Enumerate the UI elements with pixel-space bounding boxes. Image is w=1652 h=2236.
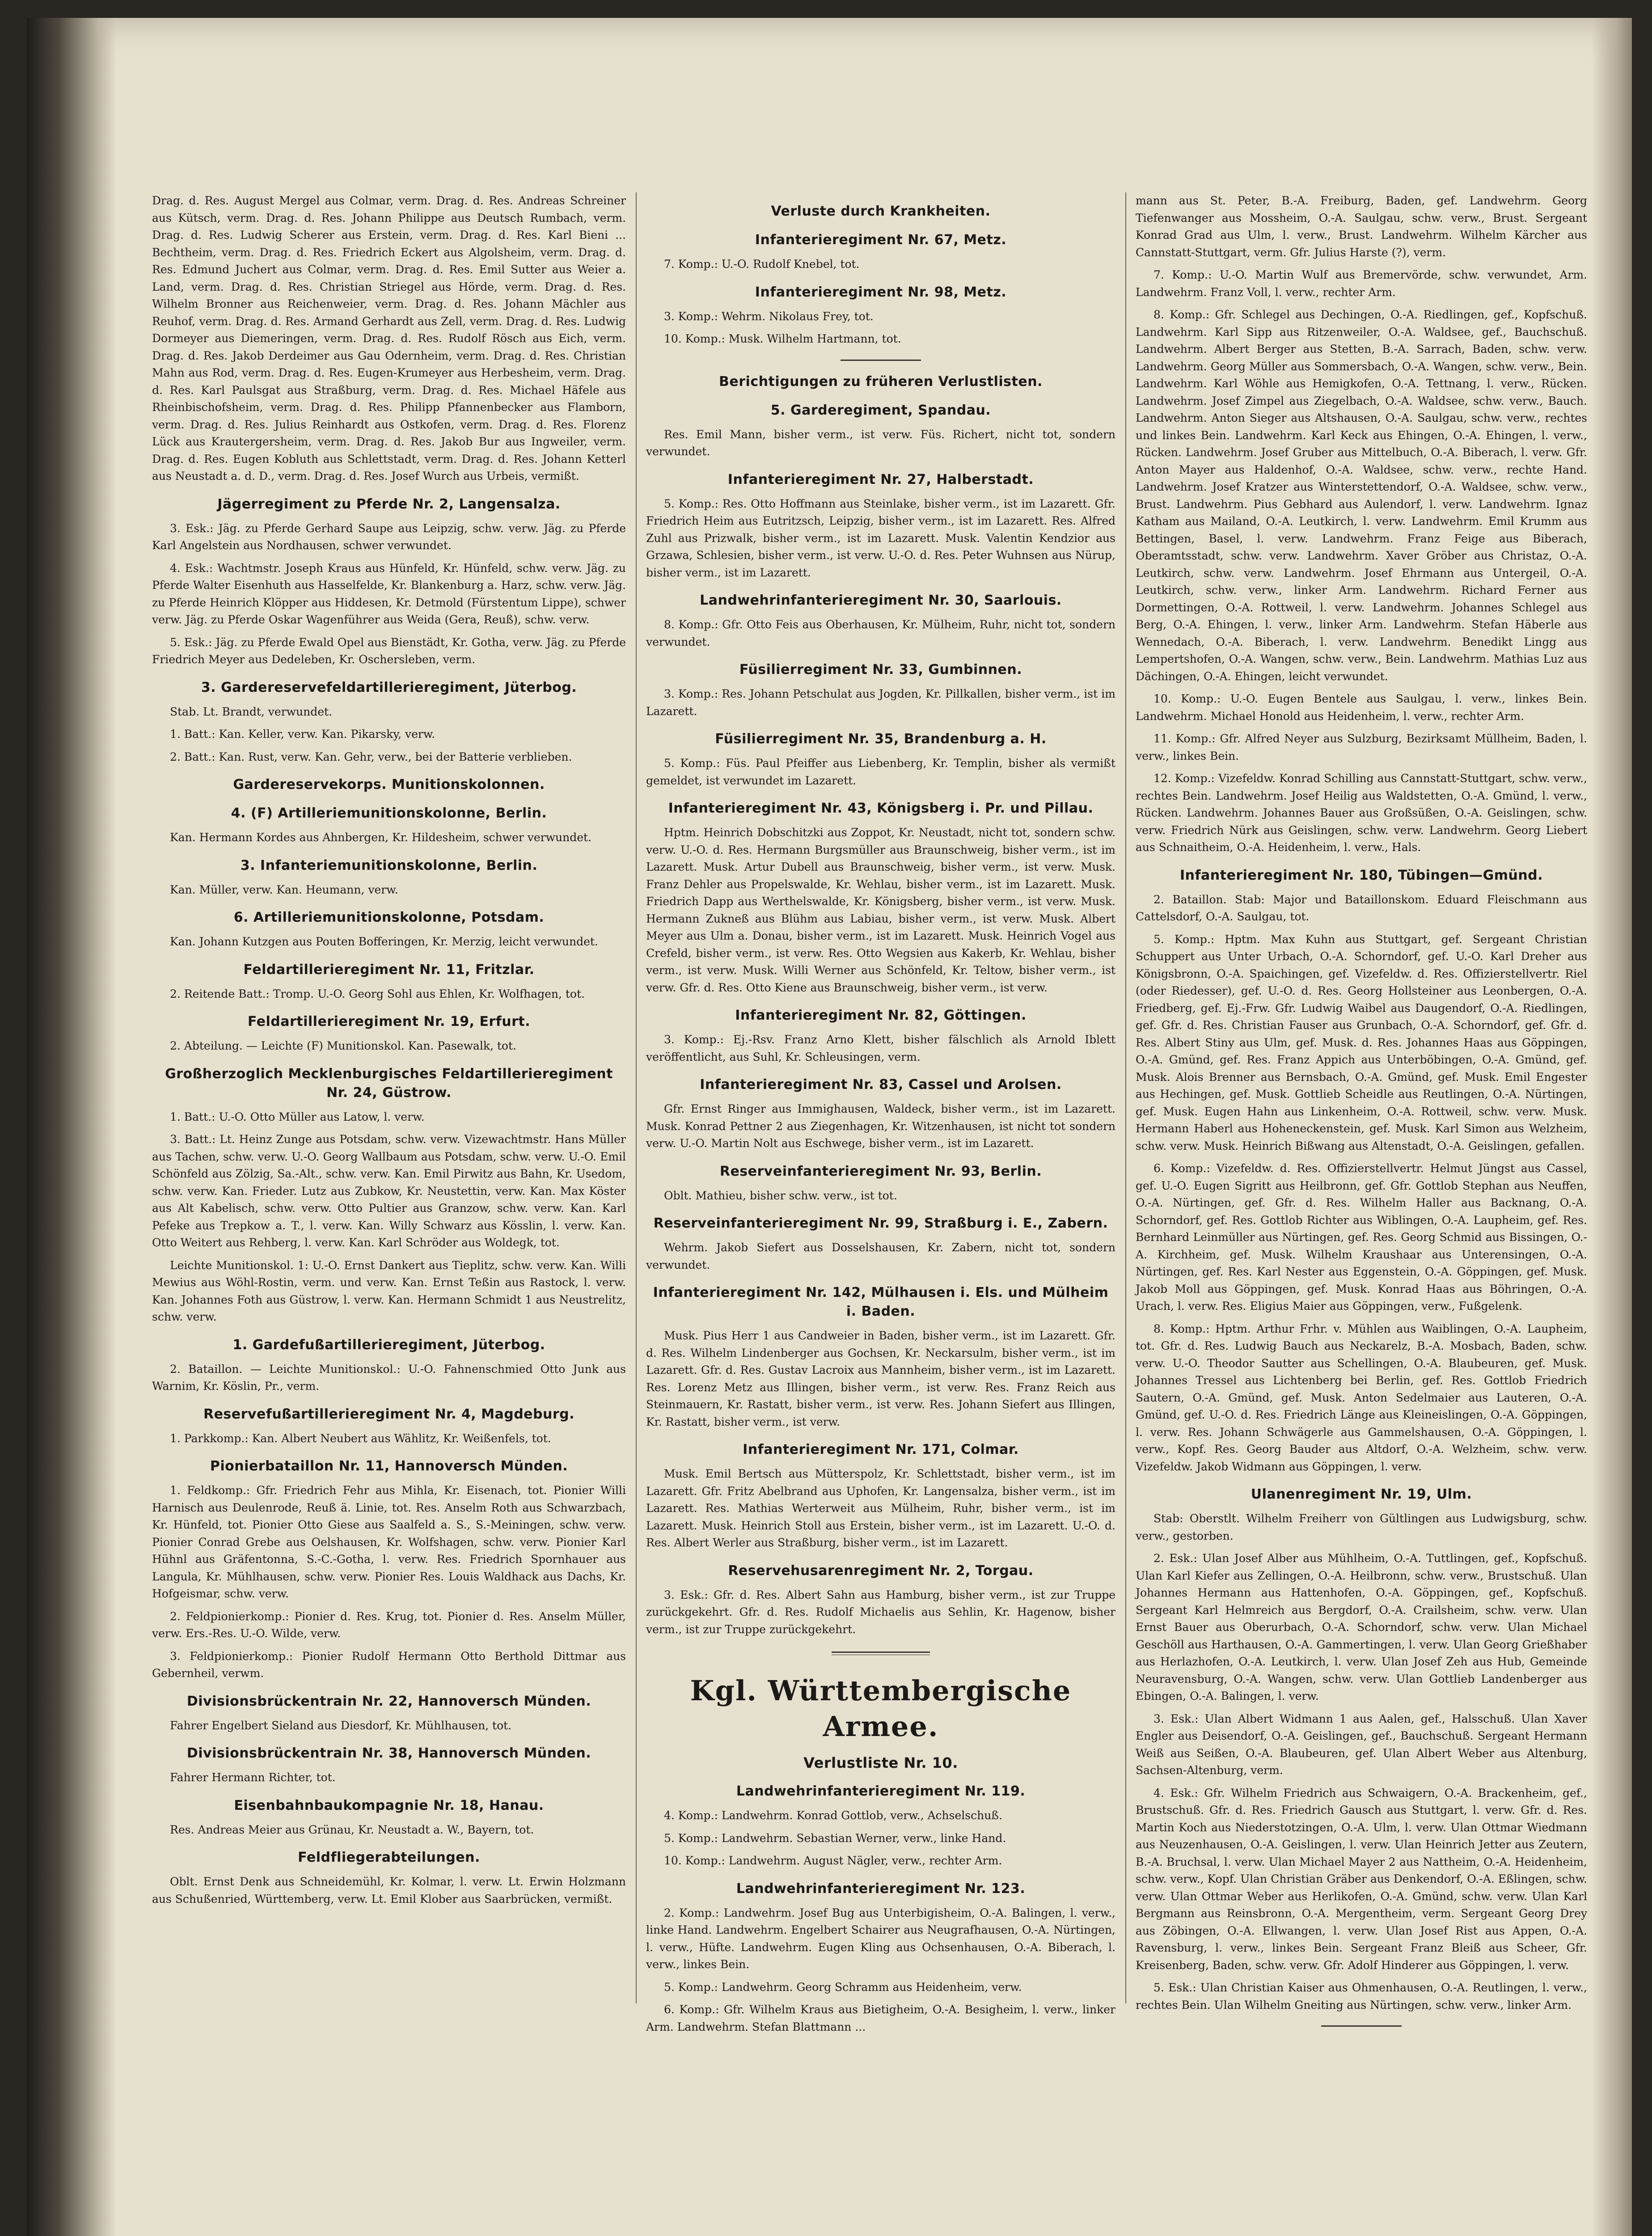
entry-paragraph: Kan. Hermann Kordes aus Ahnbergen, Kr. Hildesheim, schwer verwundet. <box>170 831 592 844</box>
intro-paragraph: Drag. d. Res. August Mergel aus Colmar, verm. Drag. d. Res. Andreas Schreiner aus Kütsch, verm. Drag. d. Res. Johann Philippe aus Deutsch Rumbach, verm. Drag. d. Res. Ludwig Scherer aus Erstein, verm. Drag. d. Res. Karl Bieni ... Bechtheim, verm. Drag. d. Res. Friedrich Eckert aus Algolsheim, verm. Drag. d. Res. Edmund Juchert aus Colmar, verm. Drag. d. Res. Emil Sutter aus Weier a. Land, verm. Drag. d. Res. Christian Striegel aus Hörde, verm. Drag. d. Res. Wilhelm Bronner aus Reichenweier, verm. Drag. d. Res. Johann Mächler aus Reuhof, verm. Drag. d. Res. Armand Gerhardt aus Zell, verm. Drag. d. Res. Ludwig Dormeyer aus Diemeringen, verm. Drag. d. Res. Rudolf Rösch aus Eich, verm. Drag. d. Res. Jakob Derdeimer aus Gau Odernheim, verm. Drag. d. Res. Christian Mahn aus Rod, verm. Drag. d. Res. Eugen-Krumeyer aus Herbesheim, verm. Drag. d. Res. Karl Paulsgat aus Straßburg, verm. Drag. d. Res. Michael Häfele aus Rheinbischofsheim, verm. Drag. d. Res. Philipp Pfannenbecker aus Flamborn, verm. Drag. d. Res. Julius Reinhardt aus Ostkofen, verm. Drag. d. Res. Florenz Lück aus Krautergersheim, verm. Drag. d. Res. Jakob Bur aus Ingweiler, verm. Drag. d. Res. Eugen Kobluth aus Schlettstadt, verm. Drag. d. Res. Johann Ketterl aus Neustadt a. d. D., verm. Drag. d. Res. Josef Wurch aus Urbeis, vermißt. <box>152 194 626 483</box>
section-heading: Infanterieregiment Nr. 82, Göttingen. <box>735 1008 1027 1023</box>
entry-paragraph: 10. Komp.: U.-O. Eugen Bentele aus Saulgau, l. verw., linkes Bein. Landwehrm. Michael Honold aus Heidenheim, l. verw., rechter Arm. <box>1136 692 1587 723</box>
entry-paragraph: 3. Batt.: Lt. Heinz Zunge aus Potsdam, schw. verw. Vizewachtmstr. Hans Müller aus Tachen, schw. verw. U.-O. Georg Wallbaum aus Potsdam, schw. verw. U.-O. Emil Schönfeld aus Zölzig, Sa.-Alt., schw. verw. Kan. Emil Pirwitz aus Bahn, Kr. Usedom, schw. verw. Kan. Frieder. Lutz aus Zubkow, Kr. Neustettin, verw. Kan. Max Köster aus Alt Kabelisch, schw. verw. Otto Pultier aus Granzow, schw. verw. Kan. Karl Pefeke aus Trepkow a. T., l. verw. Kan. Willy Schwarz aus Kösslin, l. verw. Kan. Otto Weitert aus Rehberg, l. verw. Kan. Karl Schröder aus Woldegk, tot. <box>152 1133 626 1249</box>
entry-paragraph: 2. Bataillon. — Leichte Munitionskol.: U.-O. Fahnenschmied Otto Junk aus Warnim, Kr. Köslin, Pr., verm. <box>152 1362 626 1393</box>
column-divider <box>1125 192 1126 2003</box>
entry-paragraph: 6. Komp.: Vizefeldw. d. Res. Offizierstellvertr. Helmut Jüngst aus Cassel, gef. U.-O. Eugen Sigritt aus Heilbronn, gef. Gfr. Gottlob Stephan aus Neuffen, O.-A. Nürtingen, gef. Gfr. d. Res. Wilhelm Haller aus Backnang, O.-A. Schorndorf, gef. Res. Gottlob Richter aus Wiblingen, O.-A. Laupheim, gef. Res. Bernhard Leinmüller aus Nürtingen, gef. Res. Georg Schmid aus Bissingen, O.-A. Kirchheim, gef. Musk. Wilhelm Kraushaar aus Unterensingen, O.-A. Nürtingen, gef. Res. Karl Nester aus Eggenstein, O.-A. Göppingen, gef. Musk. Jakob Moll aus Göppingen, gef. Musk. Konrad Haas aus Böhringen, O.-A. Urach, l. verw. Res. Eligius Maier aus Göppingen, verw., Fußgelenk. <box>1136 1162 1587 1313</box>
entry-paragraph: 2. Esk.: Ulan Josef Alber aus Mühlheim, O.-A. Tuttlingen, gef., Kopfschuß. Ulan Karl Kiefer aus Zellingen, O.-A. Heilbronn, schw. verw., Brustschuß. Ulan Johannes Hermann aus Hattenhofen, O.-A. Göppingen, gef., Kopfschuß. Sergeant Karl Helmreich aus Bergdorf, O.-A. Crailsheim, schw. verw. Ulan Ernst Bauer aus Oberurbach, O.-A. Schorndorf, schw. verw. Ulan Michael Geschöll aus Harthausen, O.-A. Gammertingen, l. verw. Ulan Georg Grießhaber aus Herlazhofen, O.-A. Leutkirch, l. verw. Ulan Josef Zeh aus Hub, Gemeinde Neuravensburg, O.-A. Wangen, schw. verw. Ulan Gottlieb Landenberger aus Ebingen, O.-A. Balingen, l. verw. <box>1136 1552 1587 1702</box>
entry-paragraph: Musk. Pius Herr 1 aus Candweier in Baden, bisher verm., ist im Lazarett. Gfr. d. Res. Wilhelm Lindenberger aus Gochsen, Kr. Neckarsulm, bisher verm., ist im Lazarett. Gfr. d. Res. Gustav Lacroix aus Mannheim, bisher verm., ist im Lazarett. Res. Lorenz Metz aus Illingen, bisher verm., ist verw. Res. Franz Reich aus Steinmauern, Kr. Rastatt, bisher verm., ist verw. Res. Johann Siefert aus Illingen, Kr. Rastatt, bisher verm., ist verw. <box>646 1329 1115 1428</box>
entry-paragraph: Hptm. Heinrich Dobschitzki aus Zoppot, Kr. Neustadt, nicht tot, sondern schw. verw. U.-O. d. Res. Hermann Burgsmüller aus Braunschweig, bisher verm., ist im Lazarett. Musk. Artur Dubell aus Braunschweig, bisher verm., ist verw. Musk. Franz Dehler aus Propelswalde, Kr. Wehlau, bisher verm., ist im Lazarett. Musk. Friedrich Dapp aus Werthelswalde, Kr. Königsberg, bisher verm., ist verw. Musk. Hermann Zukneß aus Blühm aus Labiau, bisher verm., ist verw. Musk. Albert Meyer aus Ulm a. Donau, bisher verm., ist im Lazarett. Musk. Heinrich Vogel aus Crefeld, bisher verm., ist verw. Res. Otto Wegsien aus Kakerb, Kr. Wehlau, bisher verm., ist verw. Musk. Willi Werner aus Schönfeld, Kr. Teltow, bisher verm., ist verw. Gfr. d. Res. Otto Kiene aus Braunschweig, bisher verm., ist verw. <box>646 826 1115 994</box>
section-heading: Eisenbahnbaukompagnie Nr. 18, Hanau. <box>234 1797 544 1813</box>
divider-rule <box>841 360 921 361</box>
section-heading: Divisionsbrückentrain Nr. 22, Hannoversch Münden. <box>186 1693 592 1709</box>
entry-paragraph: 5. Komp.: Füs. Paul Pfeiffer aus Liebenberg, Kr. Templin, bisher als vermißt gemeldet, ist verwundet im Lazarett. <box>646 757 1115 787</box>
entry-paragraph: 5. Esk.: Jäg. zu Pferde Ewald Opel aus Bienstädt, Kr. Gotha, verw. Jäg. zu Pferde Friedrich Meyer aus Dedeleben, Kr. Oschersleben, verm. <box>152 635 626 666</box>
entry-paragraph: 5. Esk.: Ulan Christian Kaiser aus Ohmenhausen, O.-A. Reutlingen, l. verw., rechtes Bein. Ulan Wilhelm Gneiting aus Nürtingen, schw. verw., linker Arm. <box>1136 1981 1587 2012</box>
section-heading: Landwehrinfanterieregiment Nr. 119. <box>736 1783 1026 1799</box>
section-heading: Infanterieregiment Nr. 98, Metz. <box>755 284 1007 300</box>
section-list <box>646 1782 1115 2036</box>
entry-paragraph: 3. Esk.: Ulan Albert Widmann 1 aus Aalen, gef., Halsschuß. Ulan Xaver Engler aus Deisendorf, O.-A. Geislingen, gef., Bauchschuß. Sergeant Hermann Weiß aus Seißen, O.-A. Blaubeuren, gef. Ulan Albert Weber aus Altenburg, Sachsen-Altenburg, verm. <box>1136 1712 1587 1777</box>
section-heading: Infanterieregiment Nr. 180, Tübingen—Gmünd. <box>1179 867 1543 883</box>
entry-paragraph: 5. Komp.: Landwehrm. Sebastian Werner, verw., linke Hand. <box>664 1831 1006 1845</box>
section-heading: Landwehrinfanterieregiment Nr. 123. <box>736 1880 1026 1897</box>
section-heading: 6. Artilleriemunitionskolonne, Potsdam. <box>233 910 545 925</box>
entry-paragraph: 5. Komp.: Res. Otto Hoffmann aus Steinlake, bisher verm., ist im Lazarett. Gfr. Friedrich Heim aus Eutritzsch, Leipzig, bisher verm., ist im Lazarett. Res. Alfred Zuhl aus Prizwalk, bisher verm., ist im Lazarett. Musk. Valentin Kendzior aus Grzawa, Schlesien, bisher verm., ist verw. U.-O. d. Res. Peter Wuhnsen aus Nürup, bisher verm., ist im Lazarett. <box>646 497 1115 579</box>
entry-paragraph: Wehrm. Jakob Siefert aus Dosselshausen, Kr. Zabern, nicht tot, sondern verwundet. <box>646 1241 1115 1271</box>
entry-paragraph: 5. Komp.: Hptm. Max Kuhn aus Stuttgart, gef. Sergeant Christian Schuppert aus Unter Urbach, O.-A. Schorndorf, gef. U.-O. Karl Dreher aus Königsbronn, O.-A. Spaichingen, gef. Vizefeldw. d. Res. Offizierstellvertr. Riel (oder Riedesser), gef. U.-O. d. Res. Georg Hollsteiner aus Leonbergen, O.-A. Friedberg, gef. Ej.-Frw. Gfr. Ludwig Waibel aus Daugendorf, O.-A. Riedlingen, gef. Gfr. d. Res. Christian Fauser aus Grunbach, O.-A. Schorndorf, gef. Gfr. d. Res. Albert Stiny aus Ulm, gef. Musk. d. Res. Johannes Haas aus Göppingen, O.-A. Gmünd, gef. Res. Franz Appich aus Unterböbingen, O.-A. Gmünd, gef. Musk. Alois Brenner aus Bernsbach, O.-A. Gmünd, gef. Musk. Emil Engester aus Hechingen, gef. Musk. Gottlieb Scheidle aus Reutlingen, O.-A. Nürtingen, gef. Musk. Eugen Hahn aus Linkenheim, O.-A. Rottweil, schw. verw. Musk. Hermann Haberl aus Hoheneckenstein, gef. Musk. Karl Simon aus Welzheim, schw. verw. Musk. Heinrich Bißwang aus Altenstadt, O.-A. Geislingen, gefallen. <box>1136 932 1587 1152</box>
section-heading: Feldfliegerabteilungen. <box>298 1850 480 1865</box>
entry-paragraph: Stab: Oberstlt. Wilhelm Freiherr von Gültlingen aus Ludwigsburg, schw. verw., gestorben. <box>1136 1512 1587 1542</box>
entry-paragraph: 10. Komp.: Landwehrm. August Nägler, verw., rechter Arm. <box>664 1854 1002 1867</box>
section-heading: Infanterieregiment Nr. 27, Halberstadt. <box>727 471 1034 487</box>
section-heading: Reservehusarenregiment Nr. 2, Torgau. <box>728 1563 1034 1579</box>
paragraph-list <box>1136 267 1587 856</box>
entry-paragraph: 7. Komp.: U.-O. Rudolf Knebel, tot. <box>664 258 860 271</box>
entry-paragraph: 1. Parkkomp.: Kan. Albert Neubert aus Wählitz, Kr. Weißenfels, tot. <box>170 1431 551 1445</box>
section-heading: Berichtigungen zu früheren Verlustlisten. <box>719 373 1043 390</box>
entry-paragraph: Leichte Munitionskol. 1: U.-O. Ernst Dankert aus Tieplitz, schw. verw. Kan. Willi Mewius aus Wöhl-Rostin, verm. und verw. Kan. Ernst Teßin aus Rastock, l. verw. Kan. Johannes Foth aus Güstrow, l. verw. Kan. Hermann Schmidt 1 aus Neustrelitz, schw. verw. <box>152 1258 626 1323</box>
section-heading: Jägerregiment zu Pferde Nr. 2, Langensalza. <box>217 496 561 512</box>
entry-paragraph: Res. Andreas Meier aus Grünau, Kr. Neustadt a. W., Bayern, tot. <box>170 1823 534 1836</box>
section-heading: Infanterieregiment Nr. 171, Colmar. <box>743 1442 1019 1457</box>
section-heading: Infanterieregiment Nr. 142, Mülhausen i. Els. und Mülheim i. Baden. <box>653 1285 1109 1319</box>
entry-paragraph: 4. Esk.: Gfr. Wilhelm Friedrich aus Schwaigern, O.-A. Brackenheim, gef., Brustschuß. Gfr. d. Res. Friedrich Gausch aus Stuttgart, l. verw. Gfr. d. Res. Martin Koch aus Niederstotzingen, O.-A. Ulm, l. verw. Ulan Ottmar Wiedmann aus Neuzenhausen, O.-A. Geislingen, l. verw. Ulan Heinrich Jetter aus Zeutern, B.-A. Bruchsal, l. verw. Ulan Michael Mayer 2 aus Nattheim, O.-A. Heidenheim, schw. verw., Kopf. Ulan Christian Gräber aus Denkendorf, O.-A. Eßlingen, schw. verw. Ulan Ottmar Weber aus Herlikofen, O.-A. Gmünd, schw. verw. Ulan Karl Bergmann aus Reinsbronn, O.-A. Mergentheim, verm. Sergeant Georg Drey aus Zöbingen, O.-A. Ellwangen, l. verw. Ulan Josef Rist aus Appen, O.-A. Ravensburg, l. verw., linkes Bein. Sergeant Franz Bleiß aus Scheer, Gfr. Kreisenberg, Baden, schw. verw. Gfr. Adolf Hinderer aus Göppingen, l. verw. <box>1136 1786 1587 1972</box>
entry-paragraph: Musk. Emil Bertsch aus Mütterspolz, Kr. Schlettstadt, bisher verm., ist im Lazarett. Gfr. Fritz Abelbrand aus Uphofen, Kr. Langensalza, bisher verm., ist im Lazarett. Res. Mathias Werterweit aus Mülheim, Ruhr, bisher verm., ist im Lazarett. Musk. Heinrich Stoll aus Erstein, bisher verm., ist im Lazarett. U.-O. d. Res. Albert Werler aus Straßburg, bisher verm., ist im Lazarett. <box>646 1467 1115 1549</box>
section-heading: 3. Infanteriemunitionskolonne, Berlin. <box>240 857 538 873</box>
section-list <box>1136 866 1587 2014</box>
section-heading: 5. Garderegiment, Spandau. <box>770 402 991 418</box>
section-heading: Verluste durch Krankheiten. <box>771 203 991 219</box>
entry-paragraph: Kan. Johann Kutzgen aus Pouten Bofferingen, Kr. Merzig, leicht verwundet. <box>170 935 598 948</box>
entry-paragraph: 2. Komp.: Landwehrm. Josef Bug aus Unterbigisheim, O.-A. Balingen, l. verw., linke Hand. Landwehrm. Engelbert Schairer aus Neugrafhausen, O.-A. Nürtingen, l. verw., Hüfte. Landwehrm. Eugen Kling aus Ochsenhausen, O.-A. Biberach, l. verw., linkes Bein. <box>646 1906 1115 1971</box>
entry-paragraph: 2. Bataillon. Stab: Major und Bataillonskom. Eduard Fleischmann aus Cattelsdorf, O.-A. Saulgau, tot. <box>1136 893 1587 923</box>
column-right <box>1136 192 1587 2012</box>
entry-paragraph: 1. Batt.: U.-O. Otto Müller aus Latow, l. verw. <box>170 1110 425 1123</box>
section-heading: Füsilierregiment Nr. 33, Gumbinnen. <box>739 662 1022 678</box>
entry-paragraph: 8. Komp.: Gfr. Otto Feis aus Oberhausen, Kr. Mülheim, Ruhr, nicht tot, sondern verwundet. <box>646 618 1115 648</box>
entry-paragraph: 12. Komp.: Vizefeldw. Konrad Schilling aus Cannstatt-Stuttgart, schw. verw., rechtes Bein. Landwehrm. Josef Heilig aus Waldstetten, O.-A. Gmünd, l. verw., Rücken. Landwehrm. Johannes Bauer aus Großsüßen, O.-A. Geislingen, schw. verw. Friedrich Nürk aus Geislingen, schw. verw. Landwehrm. Georg Liebert aus Schnaitheim, O.-A. Heidenheim, l. verw., Hals. <box>1136 772 1587 854</box>
entry-paragraph: 3. Komp.: Wehrm. Nikolaus Frey, tot. <box>664 309 874 323</box>
section-heading: Infanterieregiment Nr. 67, Metz. <box>755 232 1007 248</box>
section-heading: 1. Gardefußartillerieregiment, Jüterbog. <box>232 1337 545 1353</box>
section-heading: Füsilierregiment Nr. 35, Brandenburg a. H. <box>715 731 1047 747</box>
entry-paragraph: Stab. Lt. Brandt, verwundet. <box>170 705 333 718</box>
column-divider <box>636 192 637 2003</box>
section-heading: Pionierbataillon Nr. 11, Hannoversch Münden. <box>210 1458 568 1474</box>
entry-paragraph: 8. Komp.: Gfr. Schlegel aus Dechingen, O.-A. Riedlingen, gef., Kopfschuß. Landwehrm. Karl Sipp aus Ritzenweiler, O.-A. Waldsee, gef., Bauchschuß. Landwehrm. Albert Berger aus Stetten, B.-A. Sarrach, Baden, schw. verw. Landwehrm. Georg Müller aus Sommersbach, O.-A. Wangen, schw. verw., Bein. Landwehrm. Karl Wöhle aus Hemigkofen, O.-A. Tettnang, l. verw., Rücken. Landwehrm. Josef Zimpel aus Ziegelbach, O.-A. Waldsee, schw. verw., Bauch. Landwehrm. Anton Sieger aus Altshausen, O.-A. Saulgau, schw. verw., rechtes und linkes Bein. Landwehrm. Karl Keck aus Ehingen, O.-A. Ehingen, l. verw., Rücken. Landwehrm. Josef Gruber aus Mittelbuch, O.-A. Biberach, l. verw. Gfr. Anton Mayer aus Haldenhof, O.-A. Waldsee, schw. verw., rechte Hand. Landwehrm. Josef Kratzer aus Winterstettendorf, O.-A. Waldsee, schw. verw., Brust. Landwehrm. Pius Gebhard aus Aulendorf, l. verw. Landwehrm. Ignaz Katham aus Mailand, O.-A. Leutkirch, l. verw. Landwehrm. Emil Krumm aus Bettingen, Basel, l. verw. Landwehrm. Franz Feige aus Biberach, Oberamtsstadt, schw. verw. Landwehrm. Xaver Gröber aus Christaz, O.-A. Leutkirch, schw. verw. Landwehrm. Josef Ehrmann aus Untergeil, O.-A. Leutkirch, schw. verw., linker Arm. Landwehrm. Richard Ferner aus Dormettingen, O.-A. Rottweil, l. verw. Landwehrm. Johannes Schlegel aus Berg, O.-A. Ehingen, l. verw., linker Arm. Landwehrm. Stefan Häberle aus Wennedach, O.-A. Biberach, l. verw. Landwehrm. Benedikt Lingg aus Lempertshofen, O.-A. Wangen, schw. verw., Bein. Landwehrm. Mathias Luz aus Dächingen, O.-A. Ehingen, leicht verwundet. <box>1136 308 1587 683</box>
section-heading: Divisionsbrückentrain Nr. 38, Hannoversch Münden. <box>186 1745 592 1761</box>
entry-paragraph: 2. Reitende Batt.: Tromp. U.-O. Georg Sohl aus Ehlen, Kr. Wolfhagen, tot. <box>170 987 585 1000</box>
entry-paragraph: 1. Feldkomp.: Gfr. Friedrich Fehr aus Mihla, Kr. Eisenach, tot. Pionier Willi Harnisch aus Deulenrode, Reuß ä. Linie, tot. Res. Anselm Roth aus Schwarzbach, Kr. Hünfeld, tot. Pionier Otto Giese aus Saalfeld a. S., S.-Meiningen, schw. verw. Pionier Conrad Grebe aus Oelshausen, Kr. Wolfshagen, schw. verw. Pionier Karl Hühnl aus Gräfentonna, S.-C.-Gotha, l. verw. Res. Friedrich Spornhauer aus Langula, Kr. Mühlhausen, schw. verw. Pionier Res. Louis Waldhack aus Dachs, Kr. Hofgeismar, schw. verw. <box>152 1484 626 1600</box>
entry-paragraph: 3. Feldpionierkomp.: Pionier Rudolf Hermann Otto Berthold Dittmar aus Gebernheil, verwm. <box>152 1649 626 1680</box>
section-list <box>646 202 1115 1638</box>
entry-paragraph: 2. Feldpionierkomp.: Pionier d. Res. Krug, tot. Pionier d. Res. Anselm Müller, verw. Ers.-Res. U.-O. Wilde, verw. <box>152 1609 626 1640</box>
entry-paragraph: 4. Esk.: Wachtmstr. Joseph Kraus aus Hünfeld, Kr. Hünfeld, schw. verw. Jäg. zu Pferde Walter Eisenhuth aus Hasselfelde, Kr. Blankenburg a. Harz, schw. verw. Jäg. zu Pferde Heinrich Klöpper aus Hiddesen, Kr. Detmold (Fürstentum Lippe), schwer verw. Jäg. zu Pferde Oskar Wagenführer aus Weida (Gera, Reuß), schw. verw. <box>152 561 626 626</box>
book-binding-shadow <box>27 18 116 2236</box>
section-heading: Großherzoglich Mecklenburgisches Feldartillerieregiment Nr. 24, Güstrow. <box>165 1066 613 1101</box>
divider-rule <box>832 1652 930 1655</box>
entry-paragraph: 1. Batt.: Kan. Keller, verw. Kan. Pikarsky, verw. <box>170 728 435 741</box>
entry-paragraph: 2. Abteilung. — Leichte (F) Munitionskol. Kan. Pasewalk, tot. <box>170 1039 516 1052</box>
section-heading: Infanterieregiment Nr. 83, Cassel und Arolsen. <box>700 1077 1062 1093</box>
page-edge-shadow <box>1592 18 1632 2236</box>
end-rule <box>1321 2025 1402 2027</box>
section-heading: 4. (F) Artilleriemunitionskolonne, Berlin. <box>231 805 547 821</box>
entry-paragraph: Oblt. Ernst Denk aus Schneidemühl, Kr. Kolmar, l. verw. Lt. Erwin Holzmann aus Schußenried, Württemberg, verw. Lt. Emil Klober aus Saarbrücken, vermißt. <box>152 1875 626 1906</box>
list-number-heading: Verlustliste Nr. 10. <box>803 1754 958 1771</box>
entry-paragraph: 3. Esk.: Jäg. zu Pferde Gerhard Saupe aus Leipzig, schw. verw. Jäg. zu Pferde Karl Angelstein aus Nordhausen, schwer verwundet. <box>152 521 626 552</box>
section-heading: Reserveinfanterieregiment Nr. 93, Berlin. <box>719 1163 1042 1179</box>
entry-paragraph: 4. Komp.: Landwehrm. Konrad Gottlob, verw., Achselschuß. <box>664 1809 1002 1822</box>
column-left <box>152 192 626 2003</box>
entry-paragraph: Gfr. Ernst Ringer aus Immighausen, Waldeck, bisher verm., ist im Lazarett. Musk. Konrad Pettner 2 aus Ziegenhagen, Kr. Witzenhausen, ist nicht tot sondern verw. U.-O. Martin Nolt aus Eschwege, bisher verm., ist im Lazarett. <box>646 1102 1115 1150</box>
entry-paragraph: 3. Komp.: Res. Johann Petschulat aus Jogden, Kr. Pillkallen, bisher verm., ist im Lazarett. <box>646 687 1115 718</box>
section-heading: Reservefußartillerieregiment Nr. 4, Magdeburg. <box>203 1406 575 1422</box>
section-heading: Feldartillerieregiment Nr. 19, Erfurt. <box>247 1014 531 1029</box>
entry-paragraph: 5. Komp.: Landwehrm. Georg Schramm aus Heidenheim, verw. <box>664 1980 1022 1994</box>
entry-paragraph: 2. Batt.: Kan. Rust, verw. Kan. Gehr, verw., bei der Batterie verblieben. <box>170 750 572 763</box>
entry-paragraph: Fahrer Engelbert Sieland aus Diesdorf, Kr. Mühlhausen, tot. <box>170 1719 512 1732</box>
section-heading: Reserveinfanterieregiment Nr. 99, Straßburg i. E., Zabern. <box>653 1215 1108 1231</box>
intro-paragraph: mann aus St. Peter, B.-A. Freiburg, Baden, gef. Landwehrm. Georg Tiefenwanger aus Mossheim, O.-A. Saulgau, schw. verw., Brust. Sergeant Konrad Grad aus Ulm, l. verw., Brust. Landwehrm. Wilhelm Kärcher aus Cannstatt-Stuttgart, verm. Gfr. Julius Harste (?), verm. <box>1136 194 1587 259</box>
section-heading: Gardereservekorps. Munitionskolonnen. <box>233 777 545 792</box>
entry-paragraph: Res. Emil Mann, bisher verm., ist verw. Füs. Richert, nicht tot, sondern verwundet. <box>646 428 1115 458</box>
section-heading: 3. Gardereservefeldartillerieregiment, Jüterbog. <box>201 679 577 695</box>
entry-paragraph: 10. Komp.: Musk. Wilhelm Hartmann, tot. <box>664 332 901 345</box>
army-heading: Kgl. Württembergische Armee. <box>690 1674 1072 1743</box>
column-middle <box>646 192 1115 2033</box>
section-heading: Infanterieregiment Nr. 43, Königsberg i. Pr. und Pillau. <box>668 800 1094 816</box>
entry-paragraph: 3. Komp.: Ej.-Rsv. Franz Arno Klett, bisher fälschlich als Arnold Iblett veröffentlicht, aus Suhl, Kr. Schleusingen, verm. <box>646 1033 1115 1063</box>
section-heading: Feldartillerieregiment Nr. 11, Fritzlar. <box>243 961 535 978</box>
entry-paragraph: Kan. Müller, verw. Kan. Heumann, verw. <box>170 883 398 896</box>
entry-paragraph: 7. Komp.: U.-O. Martin Wulf aus Bremervörde, schw. verwundet, Arm. Landwehrm. Franz Voll, l. verw., rechter Arm. <box>1136 268 1587 299</box>
section-heading: Ulanenregiment Nr. 19, Ulm. <box>1251 1486 1472 1502</box>
entry-paragraph: Fahrer Hermann Richter, tot. <box>170 1771 336 1784</box>
entry-paragraph: 3. Esk.: Gfr. d. Res. Albert Sahn aus Hamburg, bisher verm., ist zur Truppe zurückgekehrt. Gfr. d. Res. Rudolf Michaelis aus Sehlin, Kr. Hagenow, bisher verm., ist zur Truppe zurückgekehrt. <box>646 1588 1115 1636</box>
entry-paragraph: 8. Komp.: Hptm. Arthur Frhr. v. Mühlen aus Waiblingen, O.-A. Laupheim, tot. Gfr. d. Res. Ludwig Bauch aus Neckarelz, B.-A. Mosbach, Baden, schw. verw. U.-O. Theodor Sautter aus Schellingen, O.-A. Blaubeuren, gef. Musk. Johannes Tressel aus Lichtenberg bei Berlin, gef. Res. Gottlob Friedrich Sautern, O.-A. Gmünd, gef. Musk. Anton Sedelmaier aus Lauteren, O.-A. Gmünd, gef. U.-O. d. Res. Friedrich Länge aus Kleineislingen, O.-A. Göppingen, l. verw. Res. Johann Schwägerle aus Gammelshausen, O.-A. Göppingen, l. verw., Kopf. Res. Georg Bauder aus Altdorf, O.-A. Welzheim, schw. verw. Vizefeldw. Jakob Widmann aus Göppingen, l. verw. <box>1136 1322 1587 1473</box>
entry-paragraph: Oblt. Mathieu, bisher schw. verw., ist tot. <box>664 1189 897 1202</box>
section-list <box>152 495 626 1908</box>
entry-paragraph: 11. Komp.: Gfr. Alfred Neyer aus Sulzburg, Bezirksamt Müllheim, Baden, l. verw., linkes Bein. <box>1136 732 1587 762</box>
entry-paragraph: 6. Komp.: Gfr. Wilhelm Kraus aus Bietigheim, O.-A. Besigheim, l. verw., linker Arm. Landwehrm. Stefan Blattmann ... <box>646 2003 1115 2033</box>
section-heading: Landwehrinfanterieregiment Nr. 30, Saarlouis. <box>700 593 1062 608</box>
